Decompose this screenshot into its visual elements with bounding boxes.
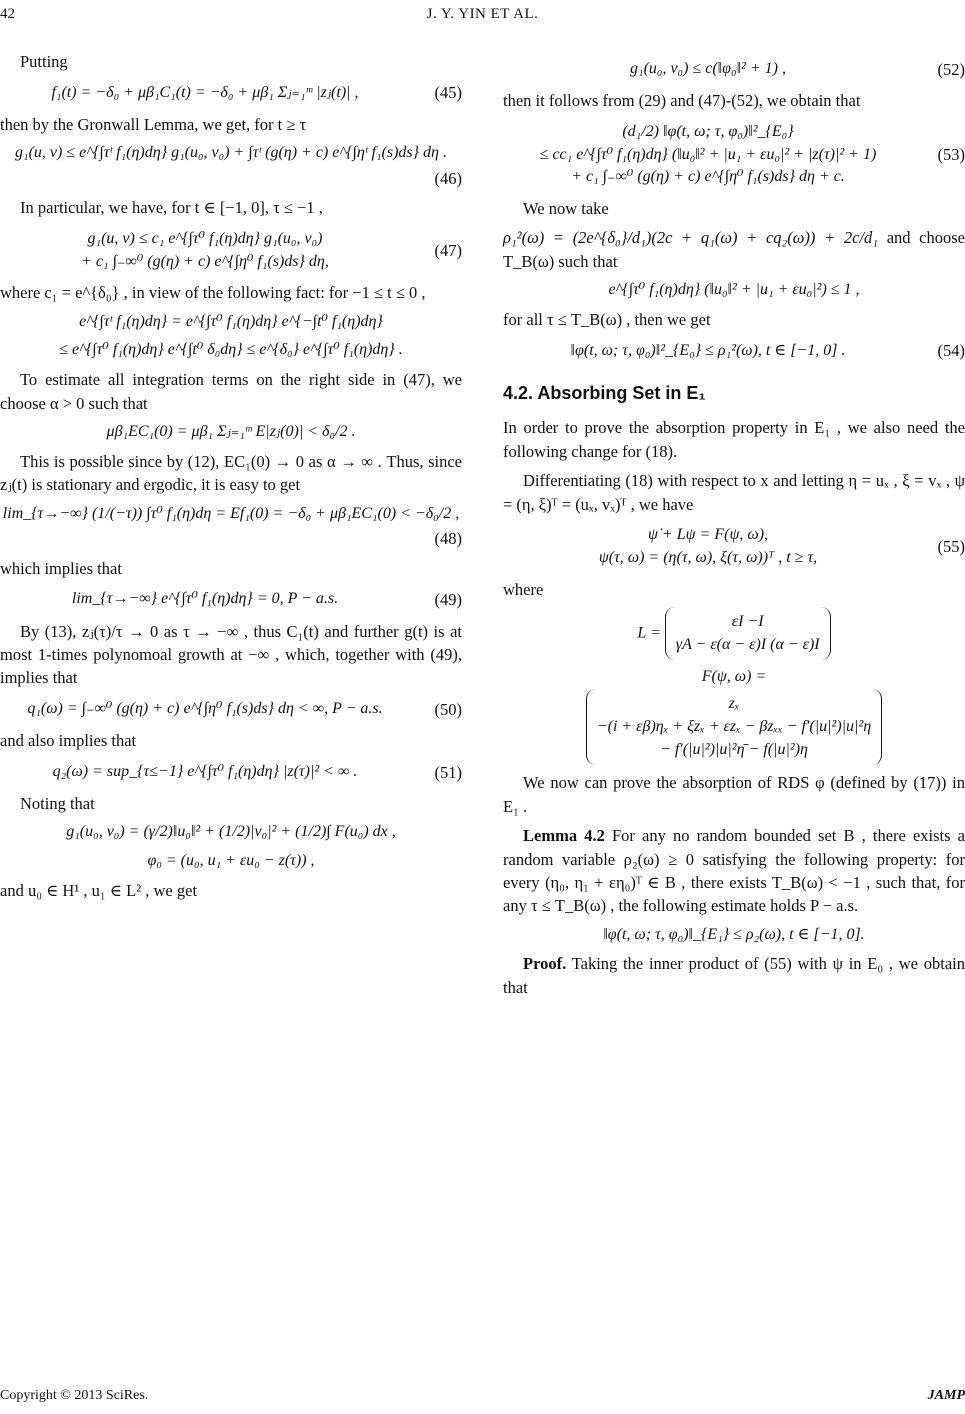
equation-54-number: (54) [937,341,965,361]
paragraph-weprove: We now can prove the absorption of RDS φ (defined by (17)) in E₁ . [503,773,965,816]
equation-51-number: (51) [434,762,462,782]
equation-55-line-a: ψ̇ + Lψ = F(ψ, ω), [647,526,769,544]
paragraph-and: and u₀ ∈ H¹ , u₁ ∈ L² , we get [0,880,198,900]
equation-lemma: ‖φ(t, ω; τ, φ₀)‖_{E₁} ≤ ρ₂(ω), t ∈ [−1, 0]. [603,925,865,943]
paragraph-also: and also implies that [0,731,137,751]
proof-text: Taking the inner product of (55) with ψ in E₀ , we obtain that [503,954,965,997]
equation-49-body: lim_{τ→−∞} e^{∫τ⁰ f₁(η)dη} = 0, P − a.s. [71,590,339,608]
equation-L-lhs: L = [637,624,661,642]
paragraph-forall: for all τ ≤ T_B(ω) , then we get [503,309,711,329]
equation-46-number: (46) [434,168,462,188]
paragraph-implies: which implies that [0,558,122,578]
paragraph-noting: Noting that [20,794,95,814]
text-tb-such-that: T_B(ω) such that [503,251,618,271]
equation-53-line-c: + c₁ ∫₋∞⁰ (g(η) + c) e^{∫η⁰ f₁(s)ds} dη + c. [571,168,845,186]
equation-F-lhs: F(ψ, ω) = [701,668,767,686]
paragraph-estimate: To estimate all integration terms on the right side in (47), we choose α > 0 such that [0,370,462,413]
paragraph-gronwall: then by the Gronwall Lemma, we get, for t ≥ τ [0,114,307,134]
equation-50-body: q₁(ω) = ∫₋∞⁰ (g(η) + c) e^{∫η⁰ f₁(s)ds} dη < ∞, P − a.s. [27,700,383,718]
equation-51-body: q₂(ω) = sup_{τ≤−1} e^{∫τ⁰ f₁(η)dη} |z(τ)|² < ∞ . [52,762,358,780]
matrix-F-row-3: − f′(|u|²)|u|²η̄ − f(|u|²)η [660,740,808,758]
left-column [0,50,462,908]
text-and-choose: and choose [886,228,965,248]
matrix-F-row-1: zₓ [728,695,740,713]
equation-52 [503,58,965,81]
equation-48-body: lim_{τ→−∞} (1/(−τ)) ∫τ⁰ f₁(η)dη = Ef₁(0) = −δ₀ + μβ₁EC₁(0) < −δ₀/2 , [2,504,460,522]
paragraph-then: then it follows from (29) and (47)-(52), we obtain that [503,91,861,111]
paragraph-possible: This is possible since by (12), EC₁(0) → 0 as α → ∞ . Thus, since zⱼ(t) is stationary and ergodic, it is easy to get [0,451,462,495]
section-title: 4.2. Absorbing Set in E₁ [503,382,706,403]
equation-54-body: ‖φ(t, ω; τ, φ₀)‖²_{E₀} ≤ ρ₁²(ω), t ∈ [−1, 0] . [570,341,846,359]
equation-45-number: (45) [434,83,462,103]
matrix-F [586,689,882,765]
equation-50 [0,698,462,721]
equation-choose: μβ₁EC₁(0) = μβ₁ Σⱼ₌₁ᵐ E|zⱼ(0)| < δ₀/2 . [106,422,356,440]
equation-45 [0,81,462,104]
equation-55-line-b: ψ(τ, ω) = (η(τ, ω), ξ(τ, ω))ᵀ , t ≥ τ, [598,548,818,566]
paragraph-differentiating: Differentiating (18) with respect to x and letting η = uₓ , ξ = vₓ , ψ = (η, ξ)ᵀ = (uₓ, vₓ)ᵀ , we have [503,471,965,514]
journal-name: JAMP [927,1388,965,1403]
page-header [0,6,965,28]
equation-F [503,666,965,765]
running-title: J. Y. YIN ET AL. [426,6,539,22]
equation-45-body: f₁(t) = −δ₀ + μβ₁C₁(t) = −δ₀ + μβ₁ Σⱼ₌₁ᵐ |zⱼ(t)| , [51,83,359,101]
equation-phi0: φ₀ = (u₀, u₁ + εu₀ − z(τ)) , [147,852,315,870]
equation-tb: e^{∫τ⁰ f₁(η)dη} (‖u₀‖² + |u₁ + εu₀|²) ≤ 1 , [608,281,860,299]
equation-fact-b: ≤ e^{∫τ⁰ f₁(η)dη} e^{∫t⁰ δ₀dη} ≤ e^{δ₀} e^{∫τ⁰ f₁(η)dη} . [59,341,403,359]
equation-47 [0,228,462,273]
equation-51 [0,761,462,784]
equation-50-number: (50) [434,699,462,719]
matrix-L [665,607,831,660]
equation-54 [503,339,965,362]
copyright: Copyright © 2013 SciRes. [0,1388,149,1403]
paragraph-inorder: In order to prove the absorption property in E₁ , we also need the following change for (18). [503,418,965,461]
equation-48-number: (48) [434,529,462,549]
equation-rho1: ρ₁²(ω) = (2e^{δ₀}/d₁)(2c + q₁(ω) + cq₂(ω)) + 2c/d₁ [503,228,879,248]
equation-53-line-b: ≤ cc₁ e^{∫τ⁰ f₁(η)dη} (‖u₀‖² + |u₁ + εu₀|² + |z(τ)|² + 1) [539,145,877,163]
paragraph-rho1 [503,226,965,273]
equation-52-body: g₁(u₀, v₀) ≤ c(‖φ₀‖² + 1) , [630,60,786,78]
equation-52-number: (52) [937,60,965,79]
equation-47-number: (47) [434,240,462,260]
equation-g1: g₁(u₀, v₀) = (γ/2)‖u₀‖² + (1/2)|v₀|² + (1/2)∫ F(u₀) dx , [66,823,396,841]
equation-47-line-b: + c₁ ∫₋∞⁰ (g(η) + c) e^{∫η⁰ f₁(s)ds} dη, [81,252,329,270]
matrix-F-row-2: −(i + εβ)ηₓ + ξzₓ + εzₓ − βzₓₓ − f′(|u|²)|u|²η [596,717,872,735]
matrix-L-row-1: εI −I [731,612,764,630]
equation-49 [0,588,462,611]
equation-53-number: (53) [937,145,965,165]
paragraph-proof [503,952,965,999]
equation-53 [503,121,965,189]
equation-55 [503,524,965,569]
lemma-label: Lemma 4.2 [523,826,605,846]
paragraph-take: We now take [523,199,609,218]
equation-fact-a: e^{∫τᵗ f₁(η)dη} = e^{∫τ⁰ f₁(η)dη} e^{−∫t⁰ f₁(η)dη} [79,312,383,330]
equation-47-line-a: g₁(u, v) ≤ c₁ e^{∫τ⁰ f₁(η)dη} g₁(u₀, v₀) [87,229,323,247]
page-number: 42 [0,6,15,22]
matrix-L-row-2: γA − ε(α − ε)I (α − ε)I [675,635,820,653]
equation-49-number: (49) [434,590,462,610]
paragraph-by13: By (13), zⱼ(τ)/τ → 0 as τ → −∞ , thus C₁(t) and further g(t) is at most 1-times polynomoal growth at −∞ , which, together with (49), implies that [0,621,462,688]
proof-label: Proof. [523,954,567,974]
paragraph-putting: Putting [20,52,68,71]
paragraph-particular: In particular, we have, for t ∈ [−1, 0], τ ≤ −1 , [20,198,323,218]
paragraph-where2: where [503,579,544,599]
paragraph-where: where c₁ = e^{δ₀} , in view of the following fact: for −1 ≤ t ≤ 0 , [0,283,426,303]
page-footer [0,1388,965,1410]
lemma-text: For any no random bounded set B , there exists a random variable ρ₂(ω) ≥ 0 satisfying the following property: for every (η₀, η₁ + εη₀)ᵀ ∈ B , there exists T_B(ω) < −1 , such that, for any τ ≤ T_B(ω) , the following estimate holds P − a.s. [503,826,965,916]
paragraph-lemma [503,824,965,918]
equation-L [503,607,965,660]
equation-55-number: (55) [937,537,965,557]
equation-46-body: g₁(u, v) ≤ e^{∫τᵗ f₁(η)dη} g₁(u₀, v₀) + ∫τᵗ (g(η) + c) e^{∫ηᵗ f₁(s)ds} dη . [15,144,447,162]
equation-53-line-a: (d₁/2) ‖φ(t, ω; τ, φ₀)‖²_{E₀} [622,122,794,140]
right-column [503,50,965,1005]
